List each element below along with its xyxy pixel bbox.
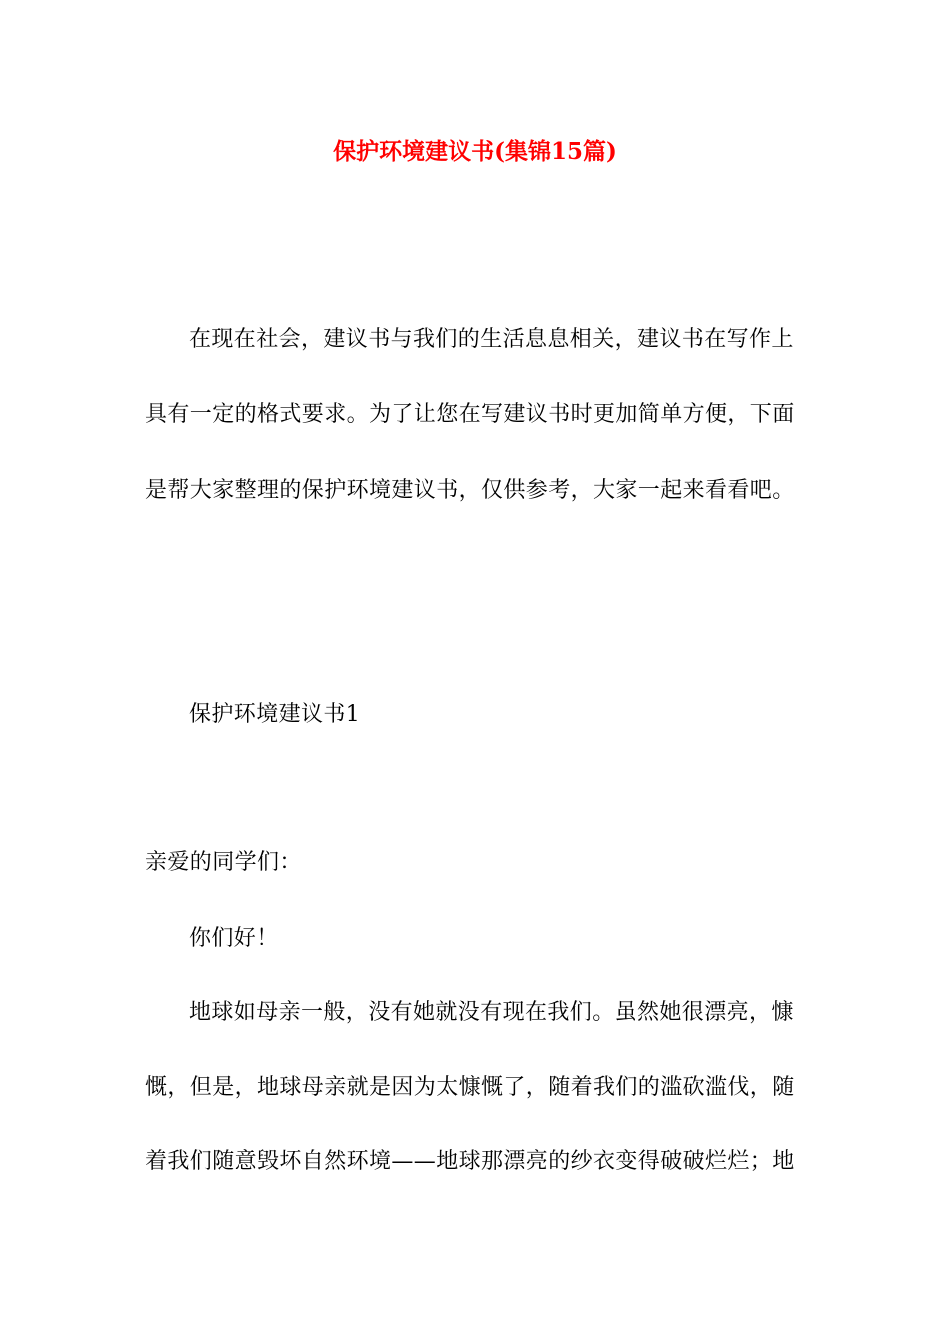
salutation: 亲爱的同学们：	[145, 850, 302, 875]
intro-line-2: 具有一定的格式要求。为了让您在写建议书时更加简单方便，下面	[145, 402, 795, 427]
section-heading: 保护环境建议书1	[189, 702, 361, 727]
document-title: 保护环境建议书(集锦15篇)	[333, 138, 617, 165]
body-line-3: 着我们随意毁坏自然环境——地球那漂亮的纱衣变得破破烂烂；地	[145, 1149, 795, 1174]
intro-line-3: 是帮大家整理的保护环境建议书，仅供参考，大家一起来看看吧。	[145, 478, 795, 503]
body-line-2: 慨，但是，地球母亲就是因为太慷慨了，随着我们的滥砍滥伐，随	[145, 1075, 795, 1100]
greeting: 你们好！	[189, 926, 279, 951]
body-line-1: 地球如母亲一般，没有她就没有现在我们。虽然她很漂亮，慷	[189, 1000, 794, 1025]
intro-line-1: 在现在社会，建议书与我们的生活息息相关，建议书在写作上	[189, 327, 794, 352]
